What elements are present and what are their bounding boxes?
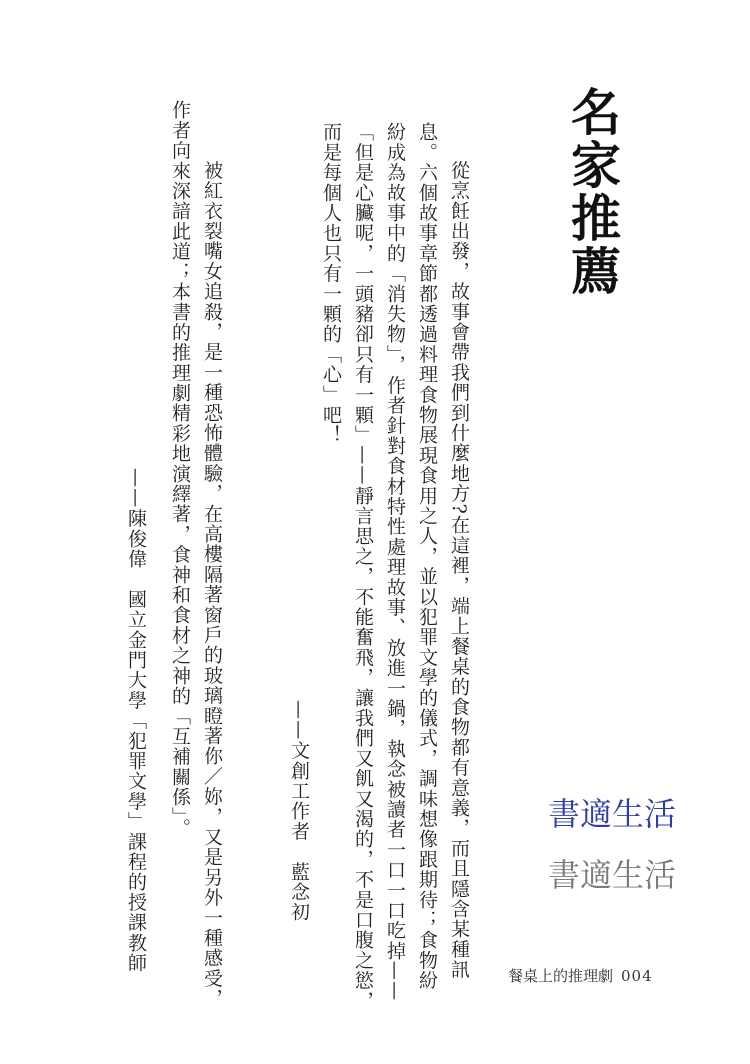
review2-line-2: 作者向來深諳此道；本書的推理劇精彩地演繹著，食神和食材之神的「互補關係」。 [169, 100, 191, 838]
review1-line-2: 息。六個故事章節都透過料理食物展現食用之人，並以犯罪文學的儀式，調味想像跟期待；食物紛 [416, 122, 438, 991]
review1-line-4: 「但是心臟呢，一頭豬卻只有一顆」——靜言思之，不能奮飛，讓我們又飢又渴的，不是口腹之慾， [352, 122, 374, 1011]
review1-line-5: 而是每個人也只有一顆的「心」吧！ [320, 122, 342, 446]
brand-logo-primary: 書適生活 [548, 795, 677, 833]
page-footer [508, 965, 653, 986]
page-number: 004 [621, 967, 653, 985]
page-title: 名家推薦 [563, 86, 622, 298]
review1-line-1: 從烹飪出發，故事會帶我們到什麼地方?在這裡，端上餐桌的食物都有意義，而且隱含某種訊 [448, 140, 470, 980]
brand-logo-secondary: 書適生活 [548, 856, 677, 894]
review1-line-3: 紛成為故事中的「消失物」，作者針對食材特性處理故事、放進一鍋，執念被讀者一口一口吃掉—— [384, 122, 406, 1002]
review2-signature: ——陳俊偉 國立金門大學「犯罪文學」課程的授課教師 [125, 468, 147, 973]
review1-signature: ——文創工作者 藍念初 [288, 700, 310, 923]
review2-line-1: 被紅衣裂嘴女追殺，是一種恐怖體驗，在高樓隔著窗戶的玻璃瞪著你／妳，又是另外一種感受， [201, 140, 223, 1009]
footer-book-title: 餐桌上的推理劇 [508, 967, 614, 985]
